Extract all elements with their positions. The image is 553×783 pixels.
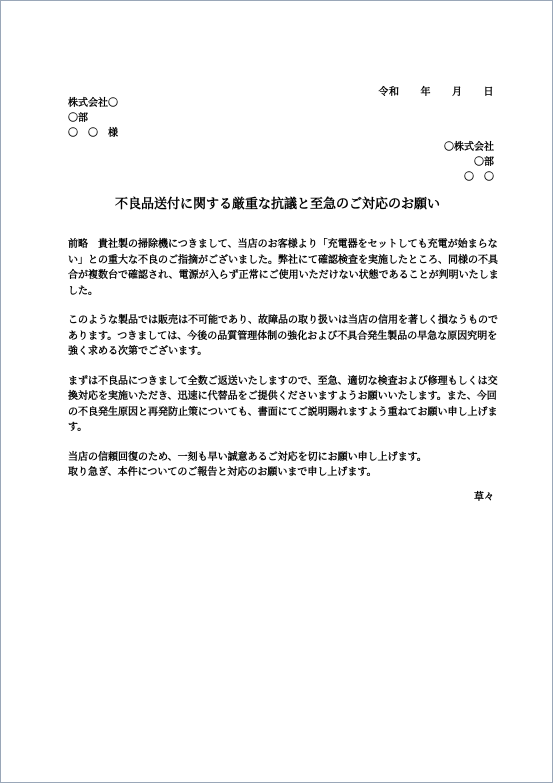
sender-department: 〇部 (474, 157, 494, 168)
letter-body (68, 237, 500, 481)
recipient-name: 〇 〇 様 (68, 128, 118, 139)
final-line-1: 当店の信頼回復のため、一刻も早い誠意あるご対応を切にお願い申し上げます。 (68, 451, 427, 463)
body-paragraph-3: まずは不良品につきまして全数ご返送いたしますので、至急、適切な検査および修理もしくは交換対応を実施いただき、迅速に代替品をご提供くださいますようお願いいたします。また、今回の不良発生原因と再発防止策についても、書面にてご説明賜れますよう重ねてお願い申し上げます。 (68, 375, 498, 433)
recipient-block (68, 96, 118, 141)
sender-name: 〇 〇 (464, 172, 494, 183)
date-line: 令和 年 月 日 (378, 87, 494, 98)
body-paragraph-1: 前略 貴社製の掃除機につきまして、当店のお客様より「充電器をセットしても充電が始まらない」との重大な不良のご指摘がございました。弊社にて確認検査を実施したところ、同様の不具合が複数台で確認され、電源が入らず正常にご使用いただけない状態であることが判明いたしました。 (68, 239, 499, 297)
final-line-2: 取り急ぎ、本件についてのご報告と対応のお願いまで申し上げます。 (68, 467, 377, 478)
sender-company: 〇株式会社 (444, 142, 494, 153)
sender-block (444, 140, 494, 185)
recipient-company: 株式会社〇 (68, 98, 118, 109)
body-paragraph-2: このような製品では販売は不可能であり、故障品の取り扱いは当店の信用を著しく損なうものであります。つきましては、今後の品質管理体制の強化および不具合発生製品の早急な原因究明を強く求める次第でございます。 (68, 315, 498, 357)
recipient-department: 〇部 (68, 113, 88, 124)
closing-word: 草々 (474, 492, 494, 503)
document-title: 不良品送付に関する厳重な抗議と至急のご対応のお願い (114, 197, 440, 212)
